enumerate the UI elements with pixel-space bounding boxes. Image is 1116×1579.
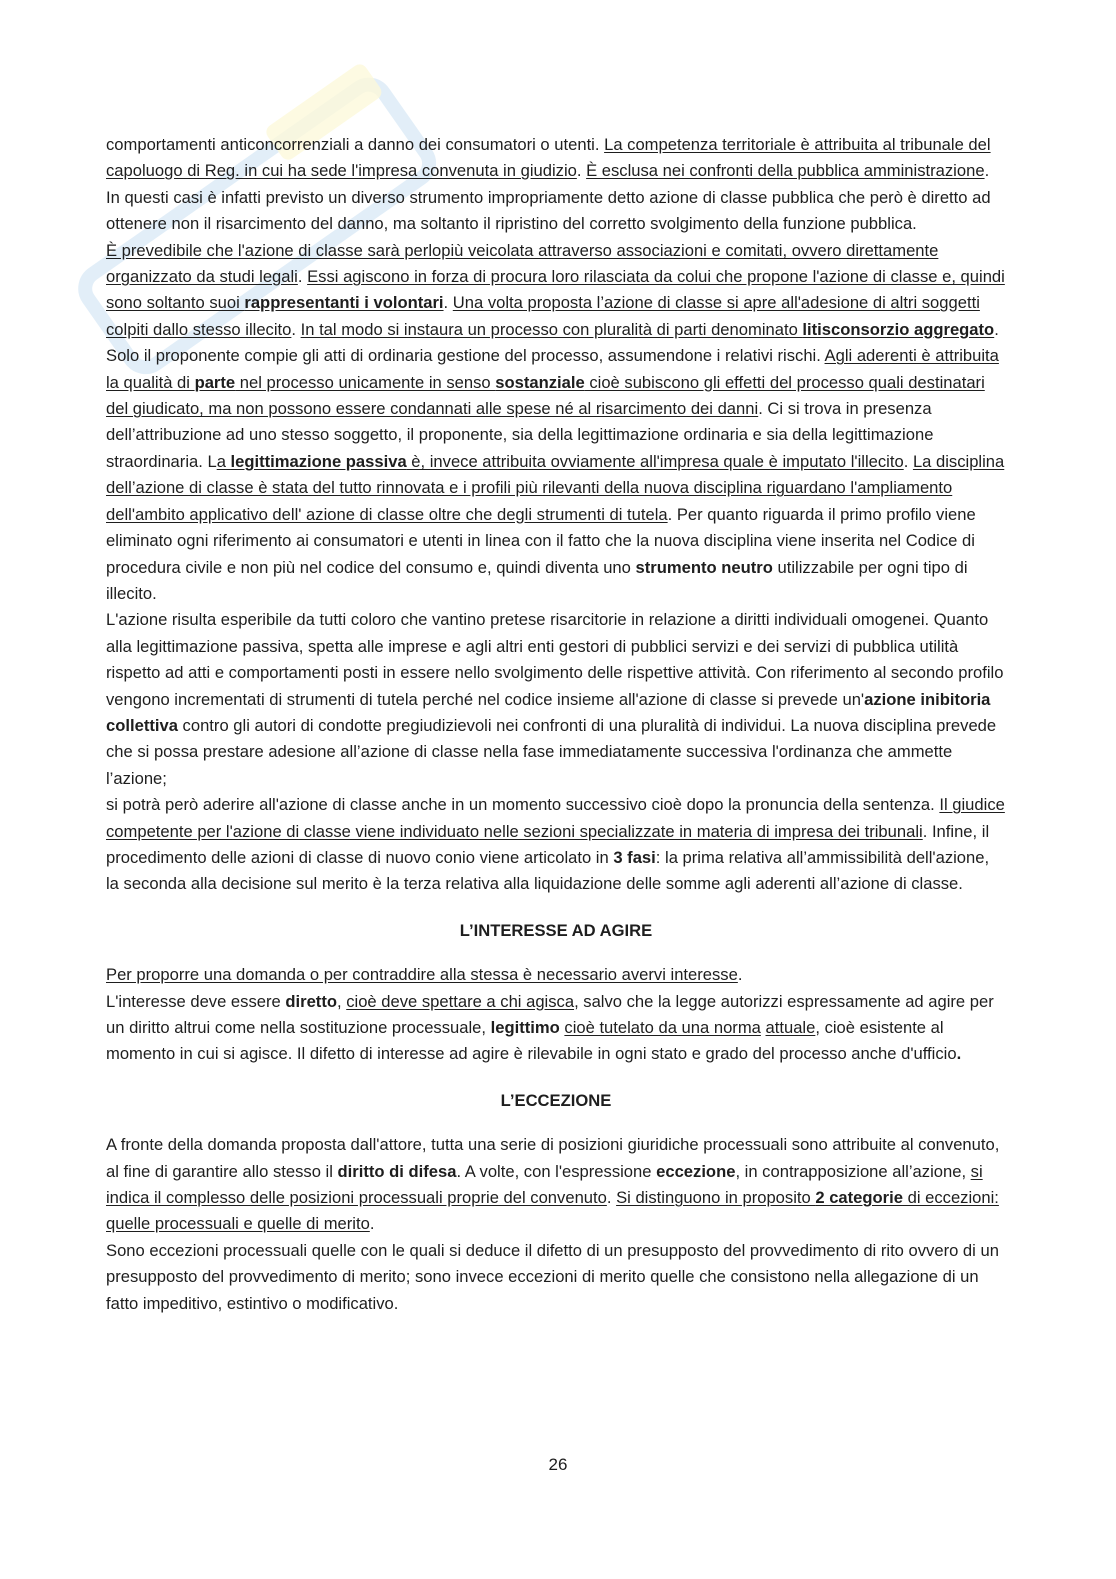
text-run: . Per quanto riguarda il primo profilo viene eliminato ogni riferimento ai consumatori e utenti in linea con il fatto che la nuova disciplina viene inserita nel Codice di procedura civile e non più nel codice del consumo e, quindi diventa uno bbox=[106, 504, 976, 577]
underlined-text: Essi agiscono in forza di procura loro rilasciata da colui che propone l'azione di classe e, quindi sono soltanto suoi bbox=[106, 267, 1005, 313]
text-run: . bbox=[737, 965, 743, 985]
text-run: L'interesse deve essere bbox=[106, 991, 286, 1011]
underlined-text: Si distinguono in proposito bbox=[616, 1188, 816, 1208]
text-run: , cioè esistente al momento in cui si agisce. Il difetto di interesse ad agire è rilevabile in ogni stato e grado del processo anche d'ufficio bbox=[106, 1018, 957, 1064]
paragraph-6 bbox=[106, 989, 1006, 1068]
paragraph-2 bbox=[106, 238, 1006, 608]
text-run: , in contrapposizione all’azione, bbox=[735, 1161, 971, 1181]
underlined-text: cioè subiscono gli effetti del processo quali destinatari del giudicato, ma non possono essere condannati alle spese né al risarcimento dei danni bbox=[106, 372, 985, 419]
bold-underlined-text: rappresentanti i volontari bbox=[244, 293, 444, 313]
bold-text: eccezione bbox=[656, 1161, 736, 1181]
text-run: comportamenti anticoncorrenziali a danno dei consumatori o utenti. bbox=[106, 135, 605, 154]
underlined-text: È esclusa nei confronti della pubblica amministrazione bbox=[586, 161, 985, 181]
underlined-text: Agli aderenti è attribuita la qualità di bbox=[106, 346, 999, 392]
underlined-text: La competenza territoriale è attribuita al tribunale del capoluogo di Reg. in cui ha sede l'impresa convenuta in giudizio bbox=[106, 135, 991, 181]
text-run: . bbox=[903, 451, 913, 471]
text-run: . bbox=[576, 161, 587, 181]
section-heading-interesse: L’INTERESSE AD AGIRE bbox=[459, 920, 653, 940]
paragraph-1 bbox=[106, 132, 1006, 238]
underlined-text: attuale bbox=[765, 1018, 816, 1037]
underlined-text: a bbox=[216, 451, 231, 471]
text-run: . Ci si trova in presenza dell’attribuzione ad uno stesso soggetto, il proponente, sia della legittimazione ordinaria e sia della legittimazione straordinaria. L bbox=[106, 399, 934, 471]
text-run: si potrà però aderire all'azione di classe anche in un momento successivo cioè dopo la pronuncia della sentenza. bbox=[106, 795, 940, 815]
text-run: . In questi casi è infatti previsto un diverso strumento impropriamente detto azione di classe pubblica che però è diretto ad ottenere non il risarcimento del danno, ma soltanto il ripristino del corretto svolgimento della funzione pubblica. bbox=[106, 161, 991, 234]
bold-text: diretto bbox=[285, 991, 337, 1011]
section-heading-eccezione: L’ECCEZIONE bbox=[500, 1090, 612, 1110]
underlined-text: nel processo unicamente in senso bbox=[235, 372, 496, 392]
underlined-text: È prevedibile che l'azione di classe sarà perlopiù veicolata attraverso associazioni e comitati, ovvero direttamente organizzato da studi legali bbox=[106, 240, 939, 287]
text-run: A fronte della domanda proposta dall'attore, tutta una serie di posizioni giuridiche processuali sono attribuite al convenuto, al fine di garantire allo stesso il bbox=[106, 1135, 1000, 1181]
underlined-text: Per proporre una domanda o per contraddire alla stessa è necessario avervi interesse bbox=[106, 965, 738, 985]
text-run: contro gli autori di condotte pregiudizievoli nei confronti di una pluralità di individui. La nuova disciplina prevede che si possa prestare adesione all’azione di classe nella fase immediatamente successiva l'ordinanza che ammette l’azione; bbox=[106, 715, 997, 788]
text-run: : la prima relativa all’ammissibilità dell'azione, la seconda alla decisione sul merito è la terza relativa alla liquidazione delle somme agli aderenti all’azione di classe. bbox=[106, 847, 990, 894]
text-run: . bbox=[297, 267, 308, 287]
page-number: 26 bbox=[548, 1455, 568, 1474]
underlined-text: cioè tutelato da una norma bbox=[564, 1018, 761, 1037]
text-run: , salvo che la legge autorizzi espressamente ad agire per un diritto altrui come nella sostituzione processuale, bbox=[106, 991, 994, 1037]
paragraph-4 bbox=[106, 792, 1006, 898]
text-run: . bbox=[369, 1214, 375, 1234]
paragraph-8 bbox=[106, 1238, 1006, 1317]
text-run: . bbox=[606, 1188, 617, 1208]
text-run: . Solo il proponente compie gli atti di ordinaria gestione del processo, assumendone i relativi rischi. bbox=[106, 319, 999, 366]
text-run: . Infine, il procedimento delle azioni di classe di nuovo conio viene articolato in bbox=[106, 821, 990, 867]
text-run: Sono eccezioni processuali quelle con le quali si deduce il difetto di un presupposto del provvedimento di rito ovvero di un presupposto del provvedimento di merito; sono invece eccezioni di merito quelle che consistono nella allegazione di un fatto impeditivo, estintivo o modificativo. bbox=[106, 1240, 999, 1313]
text-run: , bbox=[336, 991, 347, 1011]
paragraph-5 bbox=[106, 962, 1006, 988]
underlined-text: Una volta proposta l’azione di classe si apre all'adesione di altri soggetti colpiti dallo stesso illecito bbox=[106, 293, 980, 339]
bold-underlined-text: sostanziale bbox=[495, 372, 585, 392]
underlined-text: In tal modo si instaura un processo con pluralità di parti denominato bbox=[300, 319, 803, 339]
underlined-text: è, invece attribuita ovviamente all'impresa quale è imputato l'illecito bbox=[406, 451, 904, 471]
bold-text: azione inibitoria collettiva bbox=[106, 689, 991, 735]
text-run: . A volte, con l'espressione bbox=[456, 1161, 657, 1181]
text-run: utilizzabile per ogni tipo di illecito. bbox=[106, 557, 968, 603]
bold-underlined-text: litisconsorzio aggregato bbox=[802, 319, 995, 339]
bold-underlined-text: parte bbox=[194, 372, 236, 392]
underlined-text: cioè deve spettare a chi agisca bbox=[346, 991, 575, 1011]
bold-text: diritto di difesa bbox=[337, 1161, 457, 1181]
bold-underlined-text: 2 categorie bbox=[815, 1188, 903, 1208]
text-run: . bbox=[291, 319, 301, 339]
text-run: . bbox=[443, 293, 453, 313]
paragraph-3 bbox=[106, 607, 1006, 792]
text-run: L'azione risulta esperibile da tutti coloro che vantino pretese risarcitorie in relazione a diritti individuali omogenei. Quanto alla legittimazione passiva, spetta alle imprese e agli altri enti gestori di pubblici servizi e dei servizi di pubblica utilità rispetto ad atti e comportamenti posti in essere nello svolgimento delle rispettive attività. Con riferimento al secondo profilo vengono incrementati di strumenti di tutela perché nel codice insieme all'azione di classe si prevede un' bbox=[106, 610, 1004, 709]
bold-text: strumento neutro bbox=[635, 557, 773, 577]
bold-text: legittimo bbox=[490, 1018, 560, 1037]
document-body bbox=[106, 132, 1006, 1317]
underlined-text: La disciplina dell’azione di classe è stata del tutto rinnovata e i profili più rilevanti della nuova disciplina riguardano l'ampliamento dell'ambito applicativo dell' azione di classe oltre che degli strumenti di tutela bbox=[106, 451, 1005, 524]
underlined-text: di eccezioni: quelle processuali e quelle di merito bbox=[106, 1188, 999, 1234]
underlined-text: si indica il complesso delle posizioni processuali proprie del convenuto bbox=[106, 1161, 983, 1208]
bold-text: . bbox=[956, 1044, 962, 1064]
bold-text: 3 fasi bbox=[613, 847, 656, 867]
bold-underlined-text: legittimazione passiva bbox=[230, 451, 407, 471]
underlined-text: Il giudice competente per l'azione di classe viene individuato nelle sezioni specializzate in materia di impresa dei tribunali bbox=[106, 795, 1005, 841]
paragraph-7 bbox=[106, 1132, 1006, 1238]
